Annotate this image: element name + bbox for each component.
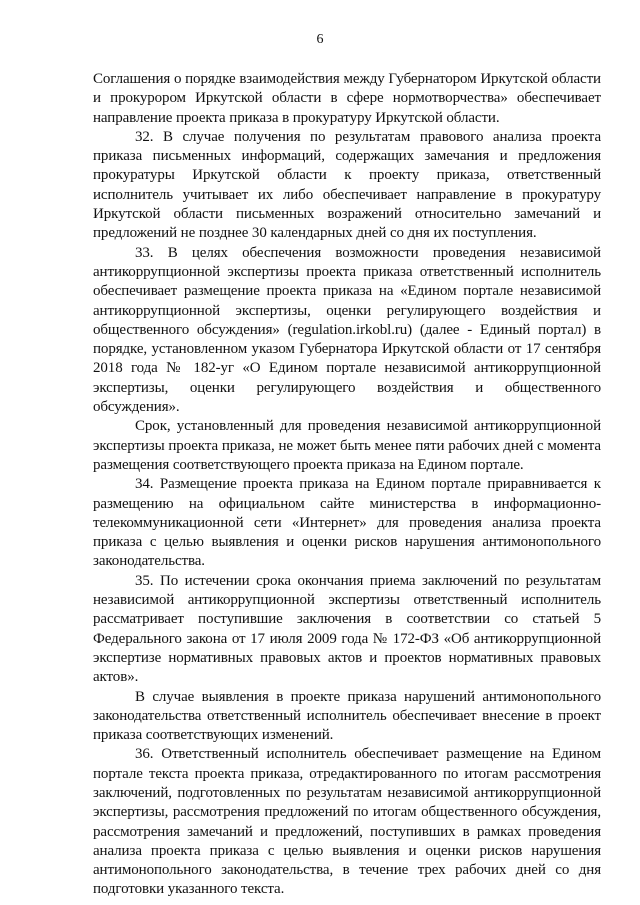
paragraph-34: 34. Размещение проекта приказа на Едином портале приравнивается к размещению на официальном сайте министерства в информационно-телекоммуникационной сети «Интернет» для проведения анализа проекта приказа с целью выявления и оценки рисков нарушения антимонопольного законодательства. <box>93 476 601 570</box>
paragraph-32: 32. В случае получения по результатам правового анализа проекта приказа письменных информаций, содержащих замечания и предложения прокуратуры Иркутской области к проекту приказа, ответственный исполнитель учитывает их либо обеспечивает направление в прокуратуру Иркутской области письменных возражений относительно замечаний и предложений не позднее 30 календарных дней со дня их поступления. <box>93 128 601 242</box>
paragraph-36: 36. Ответственный исполнитель обеспечивает размещение на Едином портале текста проекта приказа, отредактированного по итогам рассмотрения заключений, подготовленных по результатам независимой антикоррупционной экспертизы, рассмотрения предложений по итогам общественного обсуждения, рассмотрения замечаний и предложений, поступивших в рамках проведения анализа проекта приказа с целью выявления и оценки рисков нарушения антимонопольного законодательства, в течение трех рабочих дней со дня подготовки указанного текста. <box>93 746 601 898</box>
paragraph-35-violations: В случае выявления в проекте приказа нарушений антимонопольного законодательства ответственный исполнитель обеспечивает внесение в проект приказа соответствующих изменений. <box>93 688 601 744</box>
paragraph-33-term: Срок, установленный для проведения независимой антикоррупционной экспертизы проекта приказа, не может быть менее пяти рабочих дней с момента размещения соответствующего проекта приказа на Едином портале. <box>93 418 601 473</box>
paragraph-33: 33. В целях обеспечения возможности проведения независимой антикоррупционной экспертизы проекта приказа ответственный исполнитель обеспечивает размещение проекта приказа на «Едином портале независимой антикоррупционной экспертизы, оценки регулирующего воздействия и общественного обсуждения» (regulation.irkobl.ru) (далее - Единый портал) в порядке, установленном указом Губернатора Иркутской области от 17 сентября 2018 года № 182-уг «О Едином портале независимой антикоррупционной экспертизы, оценки регулирующего воздействия и общественного обсуждения». <box>93 244 601 416</box>
paragraph-continuation: Соглашения о порядке взаимодействия между Губернатором Иркутской области и прокурором Иркутской области в сфере нормотворчества» обеспечивает направление проекта приказа в прокуратуру Иркутской области. <box>93 71 601 126</box>
page-number: 6 <box>316 32 324 47</box>
paragraph-35: 35. По истечении срока окончания приема заключений по результатам независимой антикоррупционной экспертизы ответственный исполнитель рассматривает поступившие заключения в соответствии со статьей 5 Федерального закона от 17 июля 2009 года № 172-ФЗ «Об антикоррупционной экспертизе нормативных правовых актов и проектов нормативных правовых актов». <box>93 572 601 686</box>
document-body <box>93 70 601 900</box>
